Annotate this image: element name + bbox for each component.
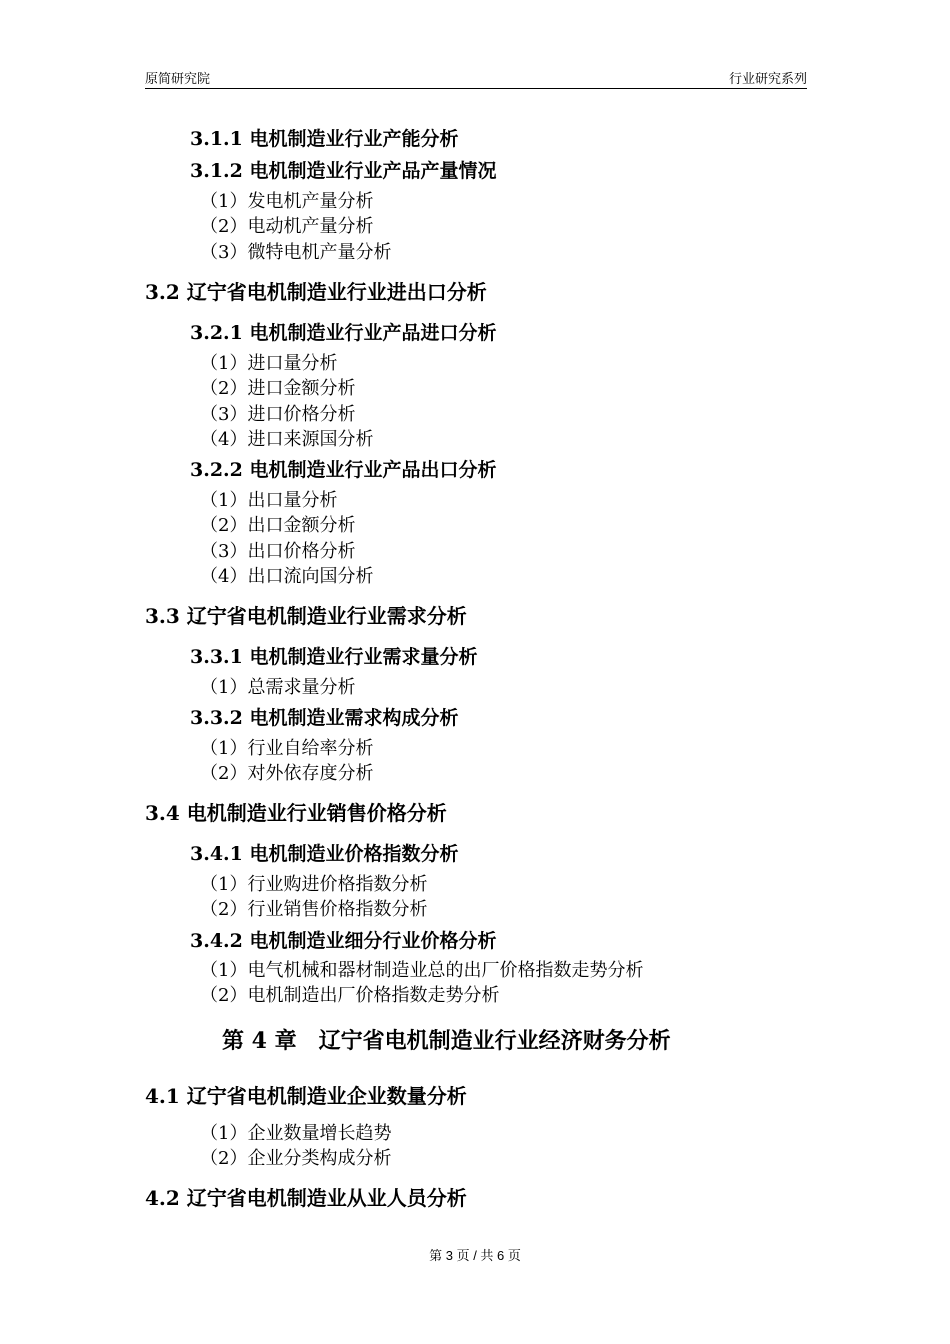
page-header xyxy=(145,68,807,89)
header-org-name: 原简研究院 xyxy=(145,71,211,86)
page-number-footer: 第 3 页 / 共 6 页 xyxy=(429,1248,521,1263)
toc-entry: （1）发电机产量分析 xyxy=(200,191,374,212)
toc-entry: 4.1 辽宁省电机制造业企业数量分析 xyxy=(145,1084,467,1108)
toc-entry: （1）出口量分析 xyxy=(200,490,338,511)
header-series-name: 行业研究系列 xyxy=(728,71,807,86)
toc-entry: （4）进口来源国分析 xyxy=(200,429,374,450)
toc-entry: 3.4.1 电机制造业价格指数分析 xyxy=(190,843,459,865)
toc-entry: 3.2.2 电机制造业行业产品出口分析 xyxy=(190,459,497,481)
toc-entry: 3.1.1 电机制造业行业产能分析 xyxy=(190,128,459,150)
toc-entry: （2）出口金额分析 xyxy=(200,515,356,536)
toc-entry: （1）企业数量增长趋势 xyxy=(200,1123,392,1144)
toc-entry: （1）行业自给率分析 xyxy=(200,738,374,759)
toc-entry: 3.2.1 电机制造业行业产品进口分析 xyxy=(190,322,497,344)
toc-entry: （1）总需求量分析 xyxy=(200,677,356,698)
toc-entry: （2）企业分类构成分析 xyxy=(200,1148,392,1169)
toc-entry: 3.4 电机制造业行业销售价格分析 xyxy=(145,801,447,825)
toc-entry: （1）行业购进价格指数分析 xyxy=(200,874,428,895)
toc-entry: 3.3.1 电机制造业行业需求量分析 xyxy=(190,646,478,668)
toc-entry: （4）出口流向国分析 xyxy=(200,566,374,587)
toc-entry: （2）对外依存度分析 xyxy=(200,763,374,784)
toc-entry: （1）电气机械和器材制造业总的出厂价格指数走势分析 xyxy=(200,960,644,981)
toc-entry: （2）进口金额分析 xyxy=(200,378,356,399)
toc-entry: （3）微特电机产量分析 xyxy=(200,242,392,263)
toc-entry: 3.2 辽宁省电机制造业行业进出口分析 xyxy=(145,280,487,304)
toc-entry: 3.4.2 电机制造业细分行业价格分析 xyxy=(190,930,497,952)
chapter-title: 第 4 章 辽宁省电机制造业行业经济财务分析 xyxy=(222,1028,671,1054)
toc-entry: （2）行业销售价格指数分析 xyxy=(200,899,428,920)
toc-entry: （1）进口量分析 xyxy=(200,353,338,374)
toc-entry: （2）电动机产量分析 xyxy=(200,216,374,237)
toc-entry: 3.3.2 电机制造业需求构成分析 xyxy=(190,707,459,729)
toc-entry: 4.2 辽宁省电机制造业从业人员分析 xyxy=(145,1186,467,1210)
toc-entry: 3.3 辽宁省电机制造业行业需求分析 xyxy=(145,604,467,628)
toc-entry: （3）出口价格分析 xyxy=(200,541,356,562)
toc-entry: （2）电机制造出厂价格指数走势分析 xyxy=(200,985,500,1006)
toc-entry: 3.1.2 电机制造业行业产品产量情况 xyxy=(190,160,497,182)
toc-entry: （3）进口价格分析 xyxy=(200,404,356,425)
